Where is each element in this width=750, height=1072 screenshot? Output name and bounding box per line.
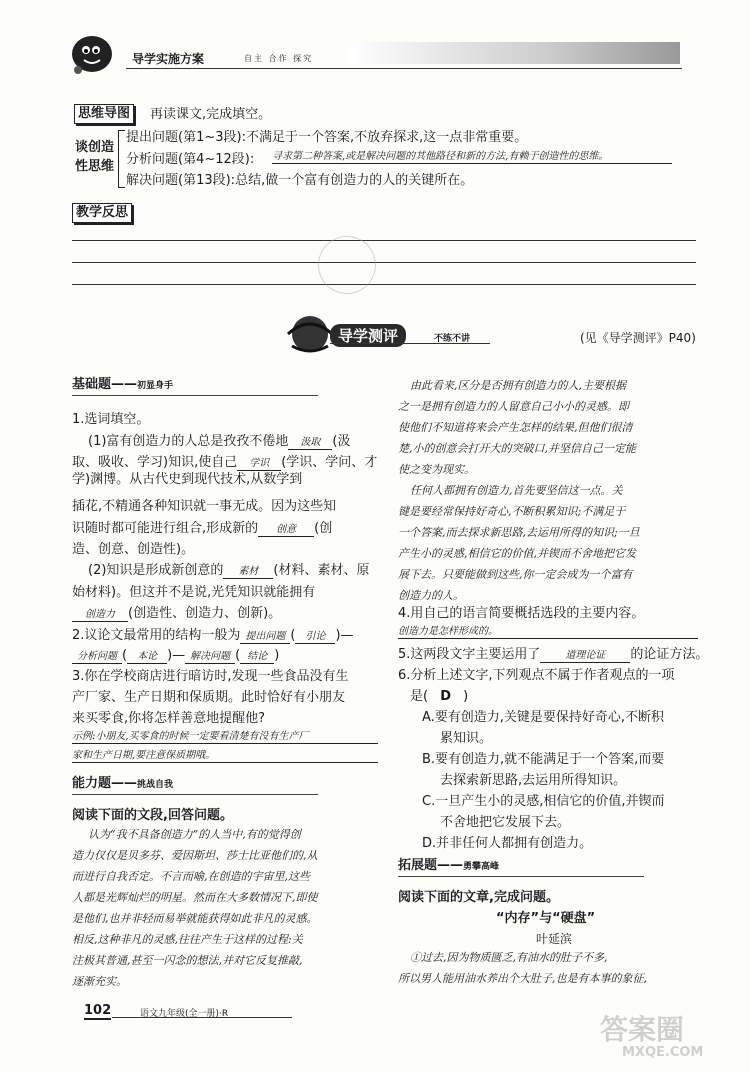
right-q5: 5.这两段文字主要运用了 道理论证 的论证方法。 (398, 647, 709, 662)
reflection-line-3 (72, 284, 696, 285)
mindmap-brace (118, 130, 125, 188)
basic-q1-1b: 取、吸收、学习)知识,使自己 学识 (学识、学问、才学)渊博。从古代史到现代技术,从数学到 (72, 455, 378, 487)
basic-q2: 2.议论文最常用的结构一般为 提出问题 ( 引论 )— (72, 628, 354, 643)
basic-q3-answer-1: 示例:小朋友,买零食的时候一定要看清楚有没有生产厂 (72, 731, 378, 744)
right-optB2: 去探索新思路,去运用所得知识。 (440, 773, 627, 788)
banner-ref: (见《导学测评》P40) (580, 331, 696, 345)
ability-p5: 是他们,也并非轻而易举就能获得如此非凡的灵感。 (72, 912, 318, 925)
answer-2: 学识 (237, 458, 281, 471)
basic-q1-1a: (1)富有创造力的人总是孜孜不倦地 汲取 (汲 (88, 434, 351, 449)
watermark-brand: 答案圈 (600, 1013, 685, 1046)
extend-p2: 所以男人能用油水养出个大肚子,也是有本事的象征, (398, 972, 647, 985)
right-r5: 使之变为现实。 (398, 463, 475, 476)
basic-subtitle: 初显身手 (137, 381, 174, 391)
right-q6-a: 6.分析上述文字,下列观点不属于作者观点的一项 (398, 668, 675, 683)
footer-page-number: 102 (84, 1003, 112, 1018)
watermark-site: MXQE.COM (622, 1045, 704, 1060)
basic-q1-2c: 创造力 (创造性、创造力、创新)。 (72, 605, 281, 622)
right-r4: 楚,小的创意会打开大的突破口,并坚信自己一定能 (398, 442, 636, 455)
extend-article-title: “内存”与“硬盘” (496, 911, 596, 926)
extend-intro: 阅读下面的文章,完成问题。 (398, 890, 559, 905)
right-r1: 由此看来,区分是否拥有创造力的人,主要根据 (410, 379, 626, 392)
right-optC1: C.一旦产生小的灵感,相信它的价值,并锲而 (422, 794, 665, 809)
reflection-line-2 (72, 262, 696, 263)
header-logo (66, 30, 118, 76)
right-optC2: 不舍地把它发展下去。 (440, 815, 571, 830)
basic-q3-c: 来买零食,你将怎样善意地提醒他? (72, 711, 266, 726)
extend-title: 拓展题 (398, 858, 438, 873)
basic-title: 基础题 (72, 377, 112, 392)
extend-subtitle: 勇攀高峰 (463, 862, 500, 872)
extend-section-header: 拓展题——勇攀高峰 (398, 857, 644, 877)
reflection-label: 教学反思 (72, 203, 132, 223)
ability-p2: 造力仅仅是贝多芬、爱因斯坦、莎士比亚他们的,从 (72, 849, 318, 862)
ability-p6: 相反,这种非凡的灵感,往往产生于这样的过程:关 (72, 933, 303, 946)
ability-p7: 注极其普通,甚至一闪念的想法,并对它反复推敲, (72, 954, 303, 967)
mindmap-topic-2: 性思维 (75, 159, 115, 174)
header-band (350, 42, 680, 64)
answer-1: 汲取 (288, 437, 332, 450)
right-r6: 任何人都拥有创造力,首先要坚信这一点。关 (410, 484, 623, 497)
right-r2: 之一是拥有创造力的人留意自己小小的灵感。即 (398, 400, 629, 413)
right-q4: 4.用自己的语言简要概括选段的主要内容。 (398, 606, 645, 621)
ability-p3: 而进行自我否定。不言而喻,在创造的宇宙里,这些 (72, 870, 310, 883)
basic-q1-2b: 始材料)。但这并不是说,光凭知识就能拥有 (72, 585, 316, 600)
mindmap-item-2-prefix: 分析问题(第4~12段): (126, 152, 255, 167)
mindmap-intro: 再读课文,完成填空。 (150, 107, 272, 122)
header-subtitle: 自主 合作 探究 (244, 54, 314, 63)
basic-q1-1d: 识随时都可能进行组合,形成新的 创意 (创 (72, 521, 333, 536)
basic-section-header: 基础题——初显身手 (72, 376, 318, 396)
mascot-icon (66, 30, 118, 76)
answer-q5: 道理论证 (540, 650, 630, 663)
header-rule (126, 68, 682, 69)
basic-q3-a: 3.你在学校商店进行暗访时,发现一些食品没有生 (72, 669, 349, 684)
ability-p8: 逐渐充实。 (72, 975, 127, 988)
mindmap-item-2-answer: 寻求第二种答案,或是解决问题的其他路径和新的方法,有赖于创造性的思维。 (272, 151, 672, 164)
mindmap-label: 思维导图 (74, 104, 134, 124)
right-q4-answer: 创造力是怎样形成的。 (398, 626, 698, 639)
basic-q2-b: 分析问题 ( 本论 )— 解决问题 ( 结论 ) (72, 647, 382, 664)
ability-p4: 人都是光辉灿烂的明星。然而在大多数情况下,即使 (72, 891, 318, 904)
right-r8: 一个答案,而去探求新思路,去运用所得的知识;一旦 (398, 526, 640, 539)
right-optB1: B.要有创造力,就不能满足于一个答案,而要 (422, 752, 665, 767)
ability-section-header: 能力题——挑战自我 (72, 775, 318, 795)
globe-icon (284, 310, 334, 356)
banner-title: 导学测评 (330, 324, 406, 347)
basic-q1-1e: 造、创意、创造性)。 (72, 542, 195, 557)
banner-slogan: 不练不讲 (434, 334, 471, 344)
basic-q3-b: 产厂家、生产日期和保质期。此时恰好有小朋友 (72, 690, 346, 705)
banner-emblem (284, 310, 334, 356)
right-optA1: A.要有创造力,关键是要保持好奇心,不断积 (422, 710, 665, 725)
basic-q1-1c: 插花,不精通各种知识就一事无成。因为这些知 (72, 499, 337, 514)
right-q6-b: 是( D ) (410, 689, 469, 704)
right-r9: 产生小的灵感,相信它的价值,并锲而不舍地把它发 (398, 547, 636, 560)
extend-author: 叶延滨 (536, 932, 573, 946)
ability-p1: 认为“我不具备创造力”的人当中,有的觉得创 (88, 828, 301, 841)
right-optA2: 累知识。 (440, 731, 493, 746)
stamp (310, 228, 384, 302)
right-r7: 键是要经常保持好奇心,不断积累知识;不满足于 (398, 505, 626, 518)
ability-title: 能力题 (72, 776, 112, 791)
reflection-line-1 (72, 240, 696, 241)
basic-q1: 1.选词填空。 (72, 412, 150, 427)
banner-rule (330, 343, 490, 344)
right-r10: 展下去。只要能做到这些,你一定会成为一个富有 (398, 568, 633, 581)
header-title: 导学实施方案 (132, 52, 205, 66)
answer-4: 素材 (223, 566, 273, 579)
extend-p1: ①过去,因为物质匮乏,有油水的肚子不多, (410, 951, 608, 964)
basic-q3-answer-2: 家和生产日期,要注意保质期哦。 (72, 750, 378, 763)
answer-3: 创意 (258, 524, 314, 537)
mindmap-item-3: 解决问题(第13段):总结,做一个富有创造力的人的关键所在。 (126, 173, 474, 188)
mindmap-item-1: 提出问题(第1~3段):不满足于一个答案,不放弃探求,这一点非常重要。 (126, 130, 528, 145)
right-r11: 创造力的人。 (398, 589, 464, 602)
footer-book: 语文九年级(全一册)·R (140, 1009, 229, 1019)
right-r3: 使他们不知道将来会产生怎样的结果,但他们很清 (398, 421, 633, 434)
mindmap-topic-1: 谈创造 (75, 140, 115, 155)
answer-5: 创造力 (72, 609, 128, 622)
basic-q1-2a: (2)知识是形成新创意的 素材 (材料、素材、原 (88, 563, 370, 578)
ability-intro: 阅读下面的文段,回答问题。 (72, 808, 233, 823)
footer-rule (112, 1017, 292, 1018)
answer-q6: D (440, 689, 452, 704)
ability-subtitle: 挑战自我 (137, 780, 174, 790)
right-optD: D.并非任何人都拥有创造力。 (422, 836, 593, 851)
